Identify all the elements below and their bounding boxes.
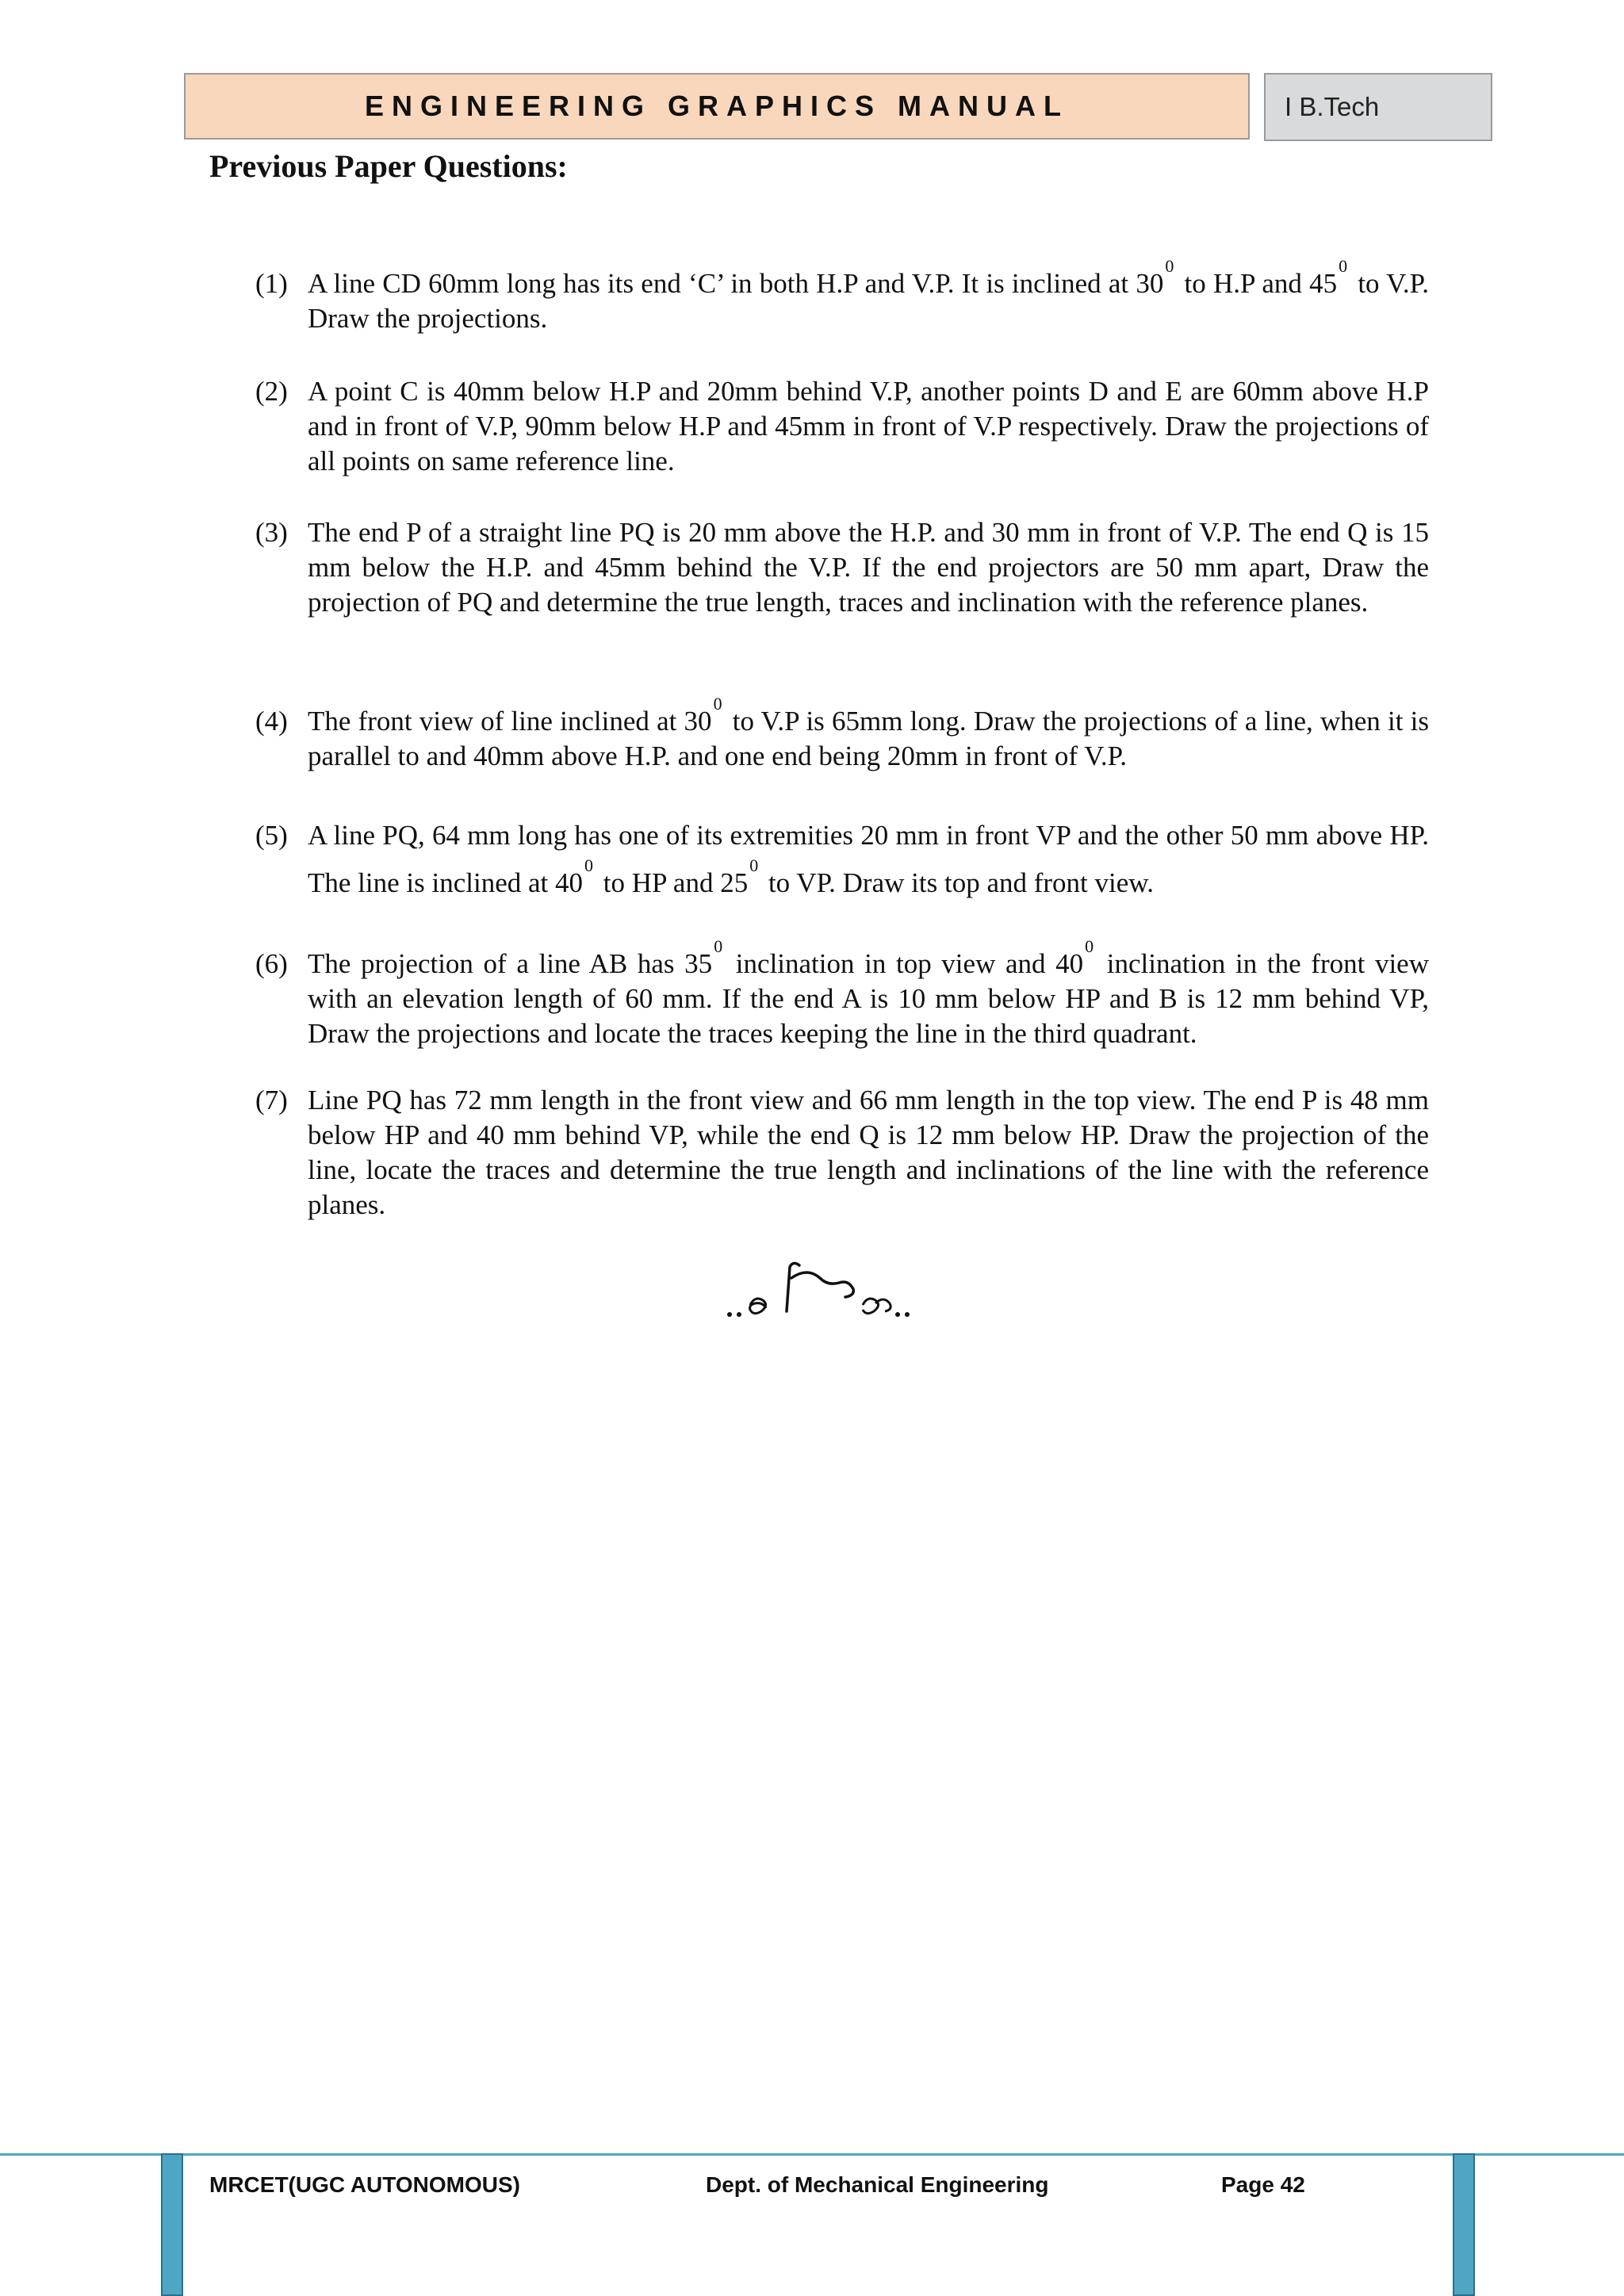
footer-page-number: Page 42 bbox=[1221, 2172, 1305, 2197]
question-text: A point C is 40mm below H.P and 20mm behind V.P, another points D and E are 60mm above H.P and in front of V.P, 90mm below H.P and 45mm in front of V.P respectively. Draw the projections of all points on same reference line. bbox=[308, 376, 1429, 476]
question-text: The end P of a straight line PQ is 20 mm above the H.P. and 30 mm in front of V.P. The end Q is 15 mm below the H.P. and 45mm behind the V.P. If the end projectors are 50 mm apart, Draw the projection of PQ and determine the true length, traces and inclination with the reference planes. bbox=[308, 517, 1429, 618]
question-text: A line PQ, 64 mm long has one of its extremities 20 mm in front VP and the other 50 mm above HP. The line is inclined at $40^0$ to HP and $25^0$ to VP. Draw its top and front view. bbox=[308, 820, 1429, 898]
header-course-box bbox=[1264, 73, 1492, 141]
section-title: Previous Paper Questions: bbox=[209, 148, 568, 184]
footer-department: Dept. of Mechanical Engineering bbox=[706, 2172, 1049, 2197]
question-number: (4) bbox=[255, 706, 288, 737]
question-text: Line PQ has 72 mm length in the front view and 66 mm length in the top view. The end P is 48 mm below HP and 40 mm behind VP, while the end Q is 12 mm below HP. Draw the projection of the line, locate the traces and determine the true length and inclinations of the line with the reference planes. bbox=[308, 1085, 1429, 1220]
footer-left-bar bbox=[161, 2153, 183, 2296]
header-course: I B.Tech bbox=[1285, 92, 1380, 121]
question-text: A line CD 60mm long has its end ‘C’ in both H.P and V.P. It is inclined at $30^0$ to H.P and $45^0$ to V.P. Draw the projections. bbox=[308, 256, 1429, 334]
footer-institution: MRCET(UGC AUTONOMOUS) bbox=[209, 2172, 520, 2197]
question-text: The front view of line inclined at $30^0$ to V.P is 65mm long. Draw the projections of a line, when it is parallel to and 40mm above H.P. and one end being 20mm in front of V.P. bbox=[308, 694, 1430, 771]
question-number: (7) bbox=[255, 1085, 288, 1115]
question-number: (3) bbox=[255, 517, 288, 548]
question-4 bbox=[255, 694, 1430, 774]
decorative-flourish bbox=[723, 1256, 914, 1331]
question-number: (1) bbox=[255, 268, 288, 299]
header-title: ENGINEERING GRAPHICS MANUAL bbox=[364, 90, 1070, 122]
question-7 bbox=[255, 1083, 1429, 1223]
flourish-glyph bbox=[723, 1256, 914, 1327]
question-number: (5) bbox=[255, 820, 288, 851]
question-number: (2) bbox=[255, 376, 288, 407]
question-2 bbox=[255, 374, 1429, 479]
question-text: The projection of a line AB has $35^0$ inclination in top view and $40^0$ inclination in the front view with an elevation length of 60 mm. If the end A is 10 mm below HP and B is 12 mm behind VP, Draw the projections and locate the traces keeping the line in the third quadrant. bbox=[308, 936, 1429, 1049]
question-6 bbox=[255, 936, 1429, 1051]
header-title-box bbox=[184, 73, 1250, 140]
question-3 bbox=[255, 515, 1429, 620]
question-1 bbox=[255, 256, 1429, 336]
question-number: (6) bbox=[255, 948, 288, 979]
question-5 bbox=[255, 812, 1429, 907]
footer-right-bar bbox=[1453, 2153, 1475, 2296]
footer-rule bbox=[0, 2153, 1624, 2156]
